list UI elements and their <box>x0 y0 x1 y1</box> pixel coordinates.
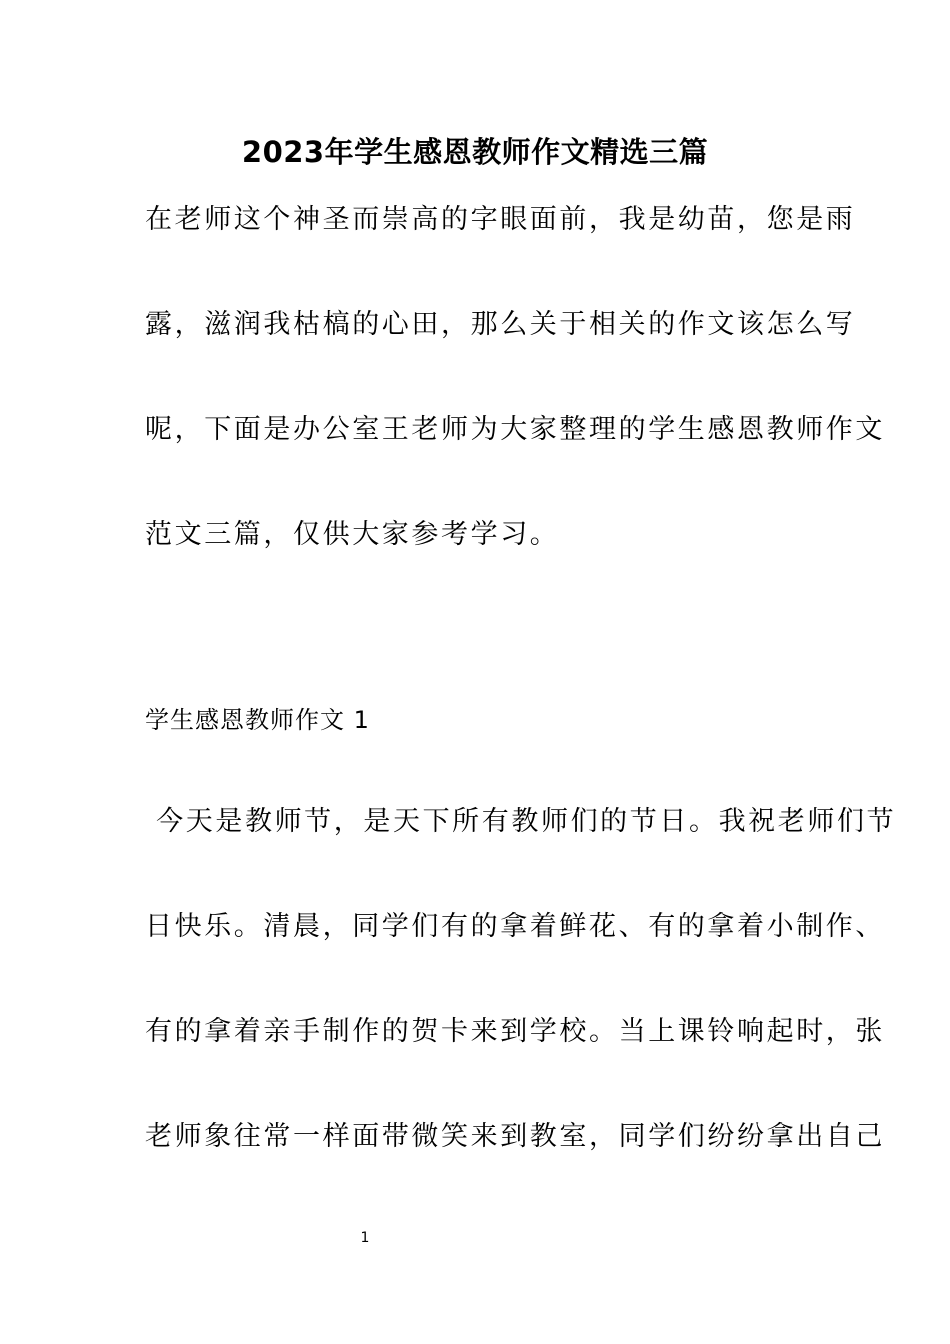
intro-line-3: 呢，下面是办公室王老师为大家整理的学生感恩教师作文 <box>145 414 885 445</box>
document-title: 2023年学生感恩教师作文精选三篇 <box>241 135 709 169</box>
body-line-2: 日快乐。清晨，同学们有的拿着鲜花、有的拿着小制作、 <box>145 911 885 942</box>
intro-line-1: 在老师这个神圣而崇高的字眼面前，我是幼苗，您是雨 <box>145 204 856 235</box>
body-line-1: 今天是教师节，是天下所有教师们的节日。我祝老师们节 <box>145 806 897 837</box>
intro-line-2: 露，滋润我枯槁的心田，那么关于相关的作文该怎么写 <box>145 309 856 340</box>
body-line-3: 有的拿着亲手制作的贺卡来到学校。当上课铃响起时，张 <box>145 1016 885 1047</box>
intro-line-4: 范文三篇，仅供大家参考学习。 <box>145 519 560 550</box>
section-heading: 学生感恩教师作文 1 <box>145 706 370 734</box>
page-number: 1 <box>360 1230 370 1246</box>
body-line-4: 老师象往常一样面带微笑来到教室，同学们纷纷拿出自己 <box>145 1121 885 1152</box>
